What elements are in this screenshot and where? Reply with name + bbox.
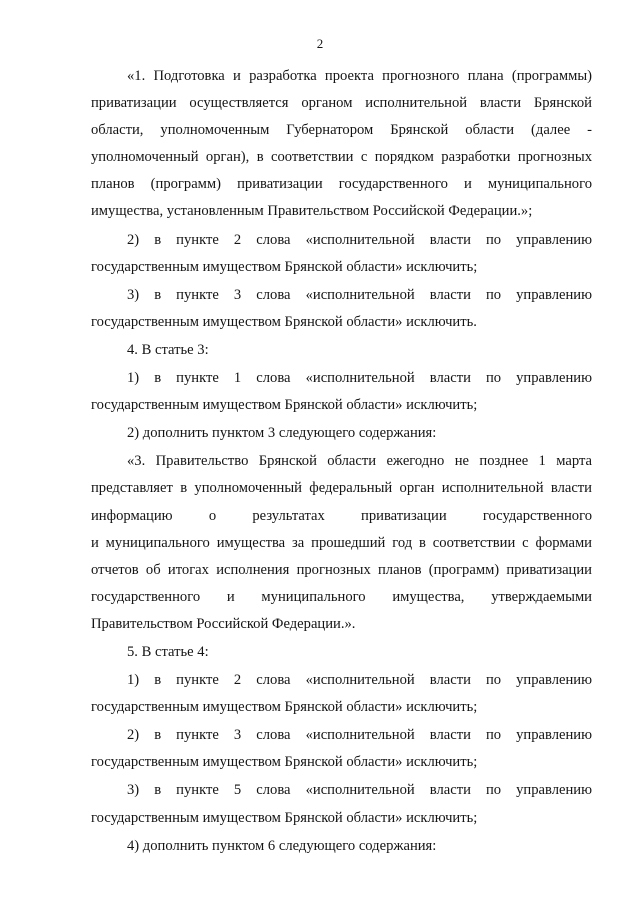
text-line: 2) в пункте 2 слова «исполнительной власти по управлению [127, 231, 592, 248]
text-line: 1) в пункте 2 слова «исполнительной власти по управлению [127, 672, 592, 689]
text-line: 3) в пункте 3 слова «исполнительной власти по управлению [127, 286, 592, 303]
text-line: Правительством Российской Федерации.». [91, 615, 356, 632]
text-line: государственным имуществом Брянской области» исключить; [91, 754, 478, 771]
text-line: области, уполномоченным Губернатором Брянской области (далее - [91, 122, 592, 139]
paragraph [91, 282, 592, 336]
paragraph [91, 448, 592, 638]
paragraph [91, 365, 592, 419]
text-line: 2) дополнить пунктом 3 следующего содержания: [127, 425, 437, 442]
paragraph [91, 420, 592, 447]
text-line: уполномоченный орган), в соответствии с порядком разработки прогнозных [91, 149, 592, 166]
document-body [91, 63, 592, 861]
paragraph [91, 639, 592, 666]
paragraph [91, 227, 592, 281]
text-line: государственным имуществом Брянской области» исключить; [91, 699, 478, 716]
text-line: государственным имуществом Брянской области» исключить; [91, 397, 478, 414]
text-line: 4. В статье 3: [127, 341, 209, 358]
paragraph [91, 337, 592, 364]
text-line: отчетов об итогах исполнения прогнозных планов (программ) приватизации [91, 561, 592, 578]
text-line: 5. В статье 4: [127, 643, 209, 660]
text-line: информацию о результатах приватизации государственного [91, 507, 592, 524]
paragraph [91, 833, 592, 860]
text-line: представляет в уполномоченный федеральный орган исполнительной власти [91, 480, 592, 497]
text-line: государственным имуществом Брянской области» исключить; [91, 809, 478, 826]
text-line: приватизации осуществляется органом исполнительной власти Брянской [91, 95, 592, 112]
text-line: государственного и муниципального имущества, утверждаемыми [91, 588, 592, 605]
text-line: планов (программ) приватизации государственного и муниципального [91, 176, 592, 193]
text-line: имущества, установленным Правительством Российской Федерации.»; [91, 203, 533, 220]
text-line: государственным имуществом Брянской области» исключить. [91, 313, 477, 330]
text-line: и муниципального имущества за прошедший год в соответствии с формами [91, 534, 592, 551]
text-line: «1. Подготовка и разработка проекта прогнозного плана (программы) [127, 68, 592, 84]
paragraph [91, 63, 592, 226]
paragraph [91, 722, 592, 776]
paragraph [91, 777, 592, 831]
text-line: государственным имуществом Брянской области» исключить; [91, 258, 478, 275]
paragraph [91, 667, 592, 721]
text-line: 2) в пункте 3 слова «исполнительной власти по управлению [127, 727, 592, 744]
text-line: «3. Правительство Брянской области ежегодно не позднее 1 марта [127, 453, 592, 470]
text-line: 4) дополнить пунктом 6 следующего содержания: [127, 837, 437, 854]
text-line: 1) в пункте 1 слова «исполнительной власти по управлению [127, 370, 592, 387]
text-line: 3) в пункте 5 слова «исполнительной власти по управлению [127, 782, 592, 799]
page-number: 2 [316, 36, 324, 51]
